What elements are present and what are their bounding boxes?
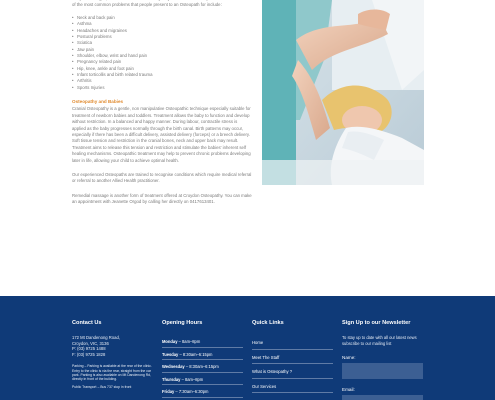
fax-number: F: (03) 9725 1828 — [72, 351, 106, 357]
email-label: Email: — [342, 386, 355, 392]
list-item: • Neck and back pain — [72, 15, 252, 21]
site-footer — [0, 296, 495, 400]
list-item: • Headaches and migraines — [72, 28, 252, 34]
phone-number[interactable]: P: (03) 9725 1488 — [72, 346, 106, 352]
list-item: • Sciatica — [72, 40, 252, 46]
list-item: • Hip, knee, ankle and foot pain — [72, 66, 252, 72]
list-item: • Infant torticollis and birth related trauma — [72, 72, 252, 78]
hours-heading: Opening Hours — [162, 320, 203, 326]
hours-time: 7:30am–6:30pm — [178, 389, 209, 395]
newsletter-column — [342, 320, 426, 400]
public-transport-info: Public Transport – Bus 737 stop in front — [72, 384, 132, 389]
hours-row: Thursday – 8am–8pm — [162, 373, 243, 386]
list-item: • Arthritis — [72, 78, 252, 84]
hours-day: Friday — [162, 389, 175, 395]
massage-paragraph: Remedial massage is another form of treatment offered at Croydon Osteopathy. You can make an appointment with Jeanette Orgod by calling her directly on 0417613401. — [72, 192, 252, 205]
babies-paragraph: Cranial Osteopathy is a gentle, non manipulative Osteopathic technique especially suitable for treatment of newborn babies and toddlers. Treatment allows the baby to function and develop without restriction. In a balanced and happy manner. During labour, contractile stress is applied as the baby progresses normally through the birth canal. Birth patterns may occur, especially if there has been a difficult delivery, assisted delivery (forceps) or a breech delivery. Soft tissue tension and restriction in the cranial bones, neck and upper back may result. Treatment aims to release this tension and restriction and stimulate the babies' inherent self healing mechanisms. Osteopathic treatment may help to prevent chronic problems developing later in life, allowing your child to achieve optimal health. — [72, 106, 251, 163]
list-item: • Pregnancy related pain — [72, 59, 252, 65]
list-item: • Postural problems — [72, 34, 252, 40]
treatment-photo — [262, 0, 424, 185]
footer-link-our-services[interactable]: Our Services — [252, 379, 333, 394]
conditions-list — [72, 15, 252, 91]
quick-links-heading: Quick Links — [252, 320, 284, 326]
hours-time: 8am–8pm — [185, 376, 204, 382]
hours-day: Monday — [162, 339, 178, 344]
contact-column — [72, 320, 152, 389]
trained-paragraph: Our experienced Osteopaths are trained to recognise conditions which require medical referral or referral to another Allied Health practitioner. — [72, 172, 252, 184]
newsletter-text: To stay up to date with all our latest news subscribe to our mailing list — [342, 335, 417, 346]
contact-heading: Contact Us — [72, 320, 102, 326]
intro-paragraph: of the most common problems that people present to an Osteopath for include: — [72, 2, 222, 8]
list-item: • Sports Injuries — [72, 85, 252, 91]
hours-row: Friday – 7:30am–6:30pm — [162, 385, 243, 398]
name-field[interactable] — [342, 363, 423, 379]
hours-day: Wednesday — [162, 364, 185, 370]
list-item: • Jaw pain — [72, 47, 252, 53]
hours-row: Wednesday – 8:30am–6:15pm — [162, 360, 243, 373]
footer-link-home[interactable]: Home — [252, 335, 333, 350]
name-label: Name: — [342, 354, 356, 360]
treatment-photo-illustration — [262, 0, 424, 185]
hours-time: 8:30am–6:15pm — [182, 351, 213, 357]
address-line: 172 Mt Dandenong Road, — [72, 335, 120, 340]
hours-time: 8am–8pm — [182, 339, 201, 344]
main-content — [72, 0, 252, 212]
hours-day: Tuesday — [162, 351, 179, 357]
hours-column — [162, 320, 243, 398]
hours-row: Tuesday – 8:30am–6:15pm — [162, 348, 243, 361]
address-line: Croydon, VIC, 3136 — [72, 340, 109, 346]
newsletter-heading: Sign Up to our Newsletter — [342, 320, 411, 326]
list-item: • Asthma — [72, 21, 252, 27]
quick-links-column — [252, 320, 333, 393]
hours-day: Thursday — [162, 376, 181, 382]
babies-heading: Osteopathy and Babies — [72, 98, 124, 104]
footer-link-what-is-osteopathy[interactable]: What is Osteopathy ? — [252, 364, 333, 379]
hours-row: Monday – 8am–8pm — [162, 335, 243, 348]
hours-time: 8:30am–6:15pm — [189, 364, 219, 370]
parking-info: Parking – Parking is available at the rear of the clinic. Entry to the clinic is via the rear, straight from the car park. Parking is also available on Mt Dandenong Rd, directly in front of the building. — [72, 364, 152, 382]
email-field[interactable] — [342, 395, 423, 400]
list-item: • Shoulder, elbow, wrist and hand pain — [72, 53, 252, 59]
footer-link-meet-the-staff[interactable]: Meet The Staff — [252, 350, 333, 365]
